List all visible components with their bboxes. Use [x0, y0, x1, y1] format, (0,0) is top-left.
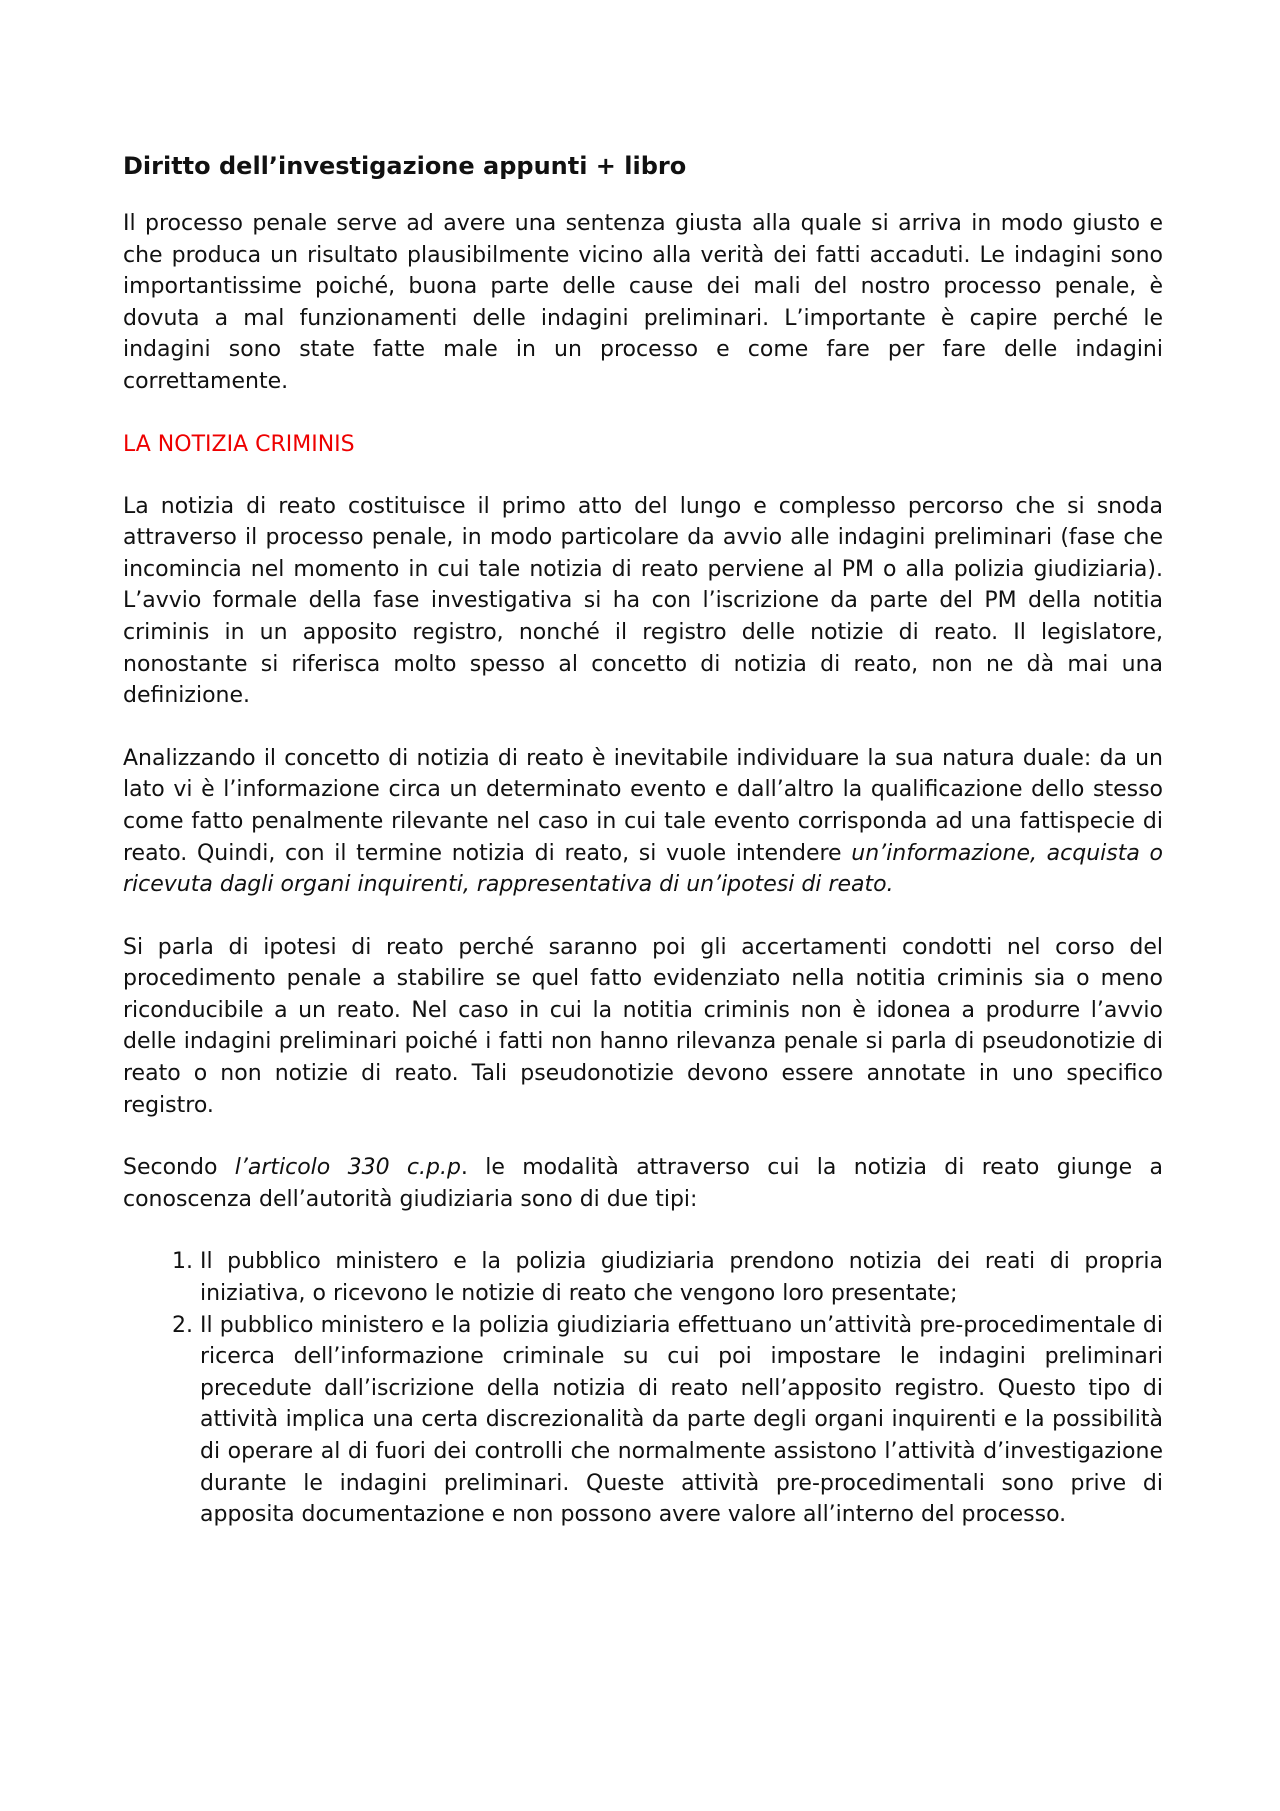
paragraph-natura-duale-text: Analizzando il concetto di notizia di reato è inevitabile individuare la sua natura duale: da un lato vi è l’informazione circa un determinato evento e dall’altro la qualificazione dello stesso come fatto penalmente rilevante nel caso in cui tale evento corrisponda ad una fattispecie di reato. Quindi, con il termine notizia di reato, si vuole intendere [123, 745, 1163, 866]
list-item: 2. Il pubblico ministero e la polizia giudiziaria effettuano un’attività pre-procedimentale di ricerca dell’informazione criminale su cui poi impostare le indagini preliminari precedute dall’iscrizione della notizia di reato nell’apposito registro. Questo tipo di attività implica una certa discrezionalità da parte degli organi inquirenti e la possibilità di operare al di fuori dei controlli che normalmente assistono l’attività d’investigazione durante le indagini preliminari. Queste attività pre-procedimentali sono prive di apposita documentazione e non possono avere valore all’interno del processo. [200, 1310, 1163, 1531]
numbered-list [123, 1246, 1163, 1530]
document-page [123, 150, 1163, 1531]
list-item: 1. Il pubblico ministero e la polizia giudiziaria prendono notizia dei reati di propria iniziativa, o ricevono le notizie di reato che vengono loro presentate; [200, 1246, 1163, 1309]
paragraph-natura-duale [123, 743, 1163, 901]
intro-paragraph: Il processo penale serve ad avere una sentenza giusta alla quale si arriva in modo giusto e che produca un risultato plausibilmente vicino alla verità dei fatti accaduti. Le indagini sono importantissime poiché, buona parte delle cause dei mali del nostro processo penale, è dovuta a mal funzionamenti delle indagini preliminari. L’importante è capire perché le indagini sono state fatte male in un processo e come fare per fare delle indagini correttamente. [123, 211, 1163, 394]
article-reference: l’articolo 330 c.p.p [234, 1155, 461, 1181]
paragraph-ipotesi-di-reato: Si parla di ipotesi di reato perché saranno poi gli accertamenti condotti nel corso del procedimento penale a stabilire se quel fatto evidenziato nella notitia criminis sia o meno riconducibile a un reato. Nel caso in cui la notitia criminis non è idonea a produrre l’avvio delle indagini preliminari poiché i fatti non hanno rilevanza penale si parla di pseudonotizie di reato o non notizie di reato. Tali pseudonotizie devono essere annotate in uno specifico registro. [123, 934, 1163, 1118]
paragraph-articolo-330-prefix: Secondo [123, 1155, 235, 1181]
paragraph-articolo-330 [123, 1152, 1163, 1215]
paragraph-articolo-330-suffix: . le modalità attraverso cui la notizia di reato giunge a conoscenza dell’autorità giudiziaria sono di due tipi: [123, 1155, 1163, 1212]
definition-italic: un’informazione, acquista o ricevuta dagli organi inquirenti, rappresentativa di un’ipotesi di reato. [123, 840, 1163, 898]
section-heading: LA NOTIZIA CRIMINIS [123, 431, 355, 457]
paragraph-notizia-di-reato: La notizia di reato costituisce il primo atto del lungo e complesso percorso che si snoda attraverso il processo penale, in modo particolare da avvio alle indagini preliminari (fase che incomincia nel momento in cui tale notizia di reato perviene al PM o alla polizia giudiziaria). L’avvio formale della fase investigativa si ha con l’iscrizione da parte del PM della notitia criminis in un apposito registro, nonché il registro delle notizie di reato. Il legislatore, nonostante si riferisca molto spesso al concetto di notizia di reato, non ne dà mai una definizione. [123, 493, 1163, 709]
document-title: Diritto dell’investigazione appunti + libro [123, 152, 687, 180]
